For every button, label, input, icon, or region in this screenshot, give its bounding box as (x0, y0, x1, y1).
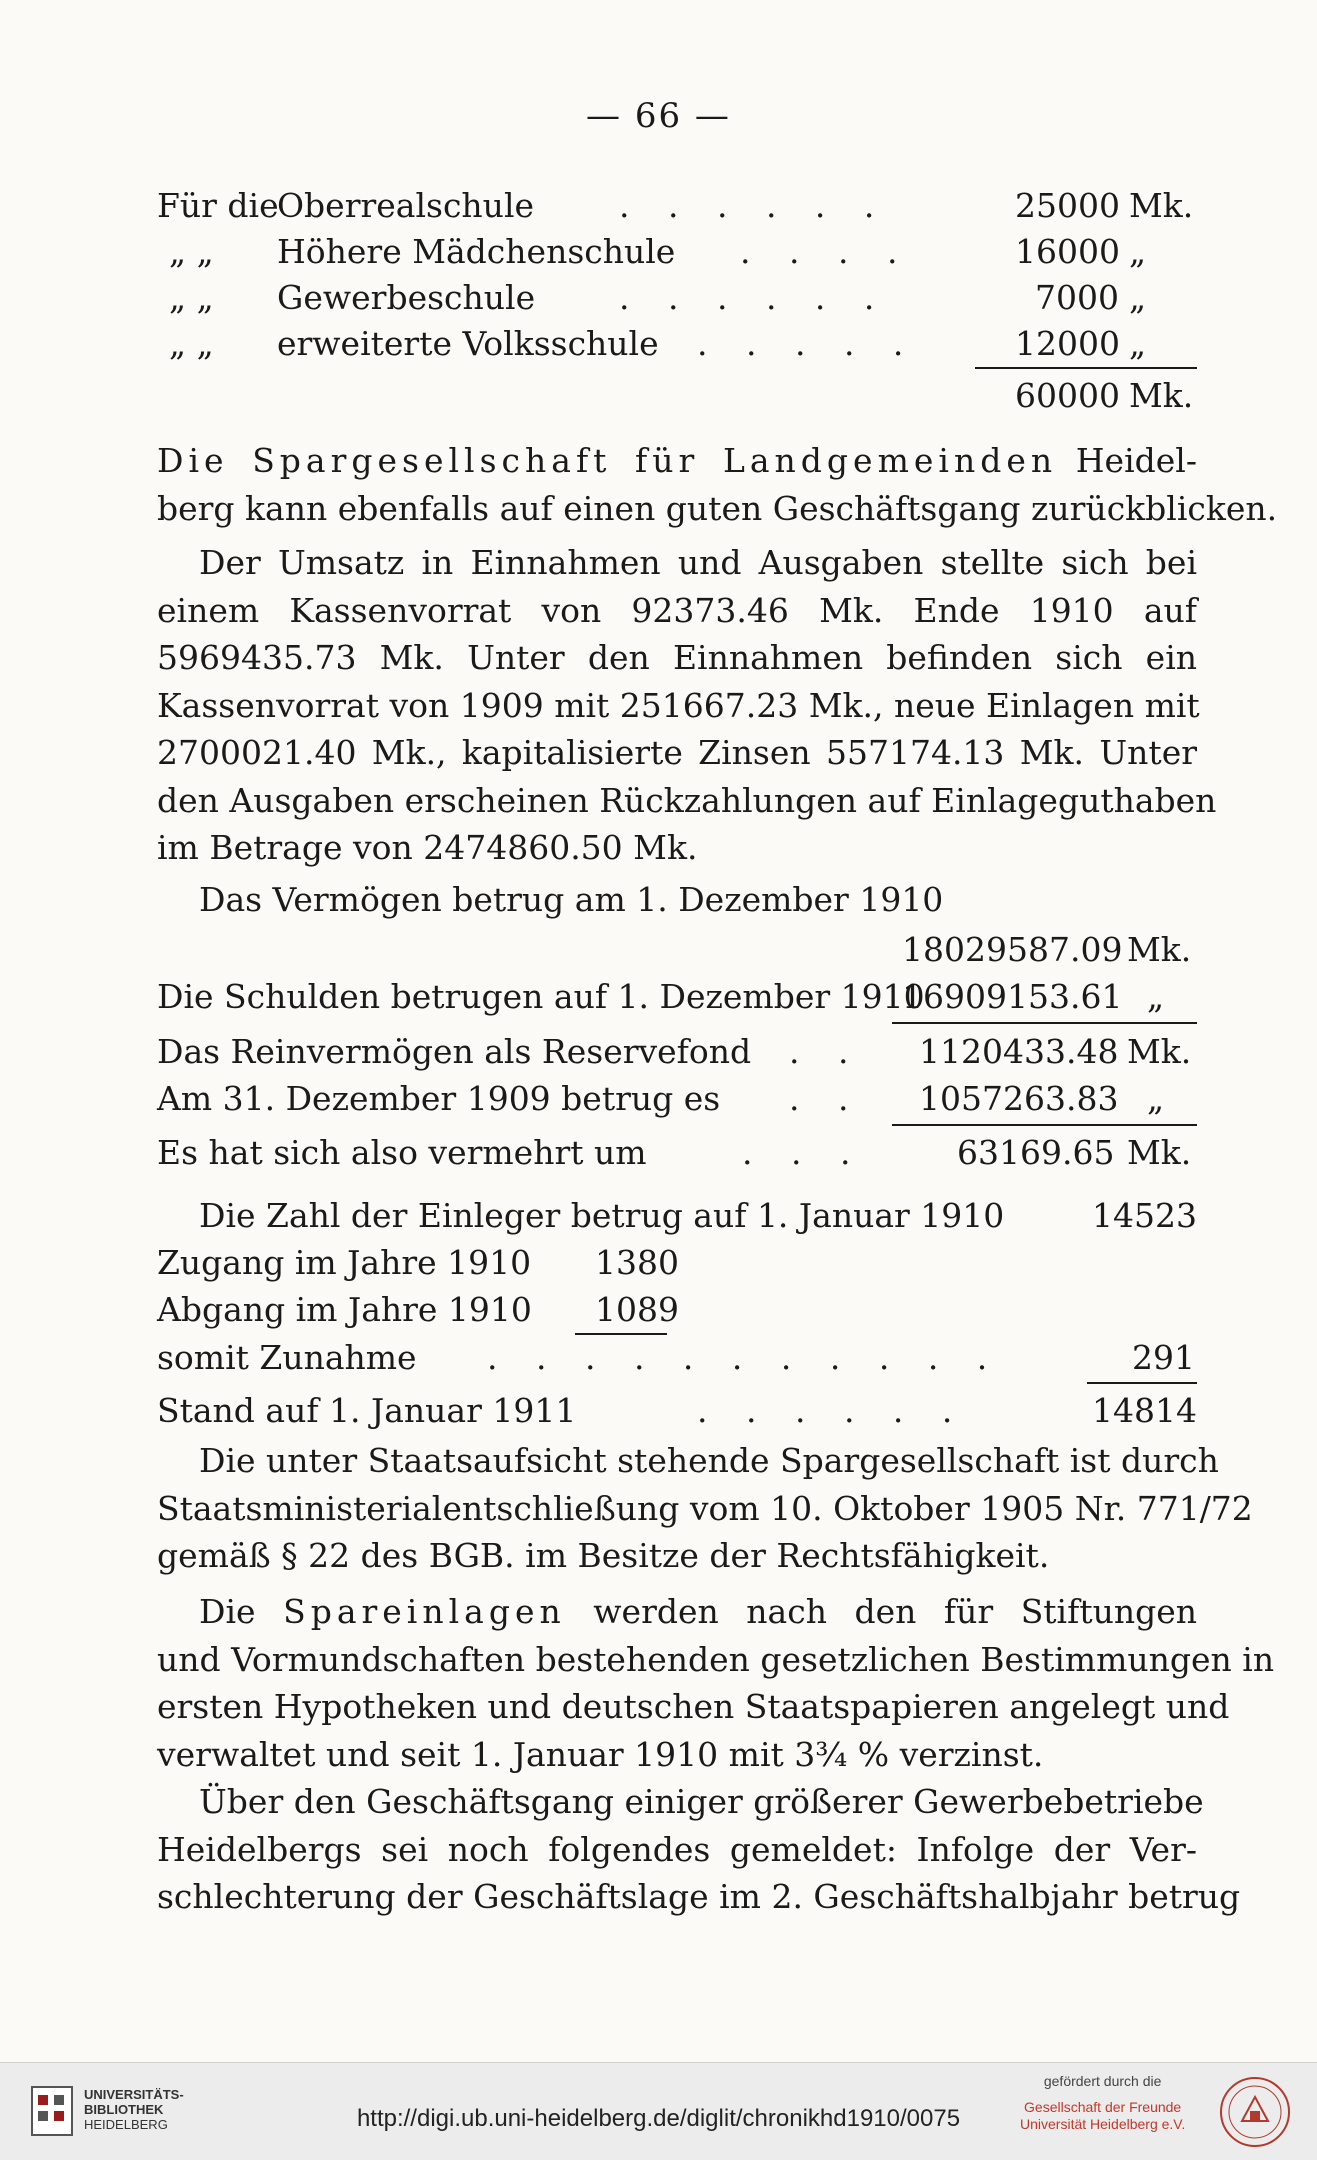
footer-bar (0, 2062, 1317, 2160)
paragraph-spareinlagen: Die Spareinlagen werden nach den für Stiftungen und Vormundschaften bestehenden gesetzlichen Bestimmungen in ersten Hypotheken und deutschen Staatspapieren angelegt und verwaltet und seit 1. Januar 1910 mit 3¾ % verzinst. (157, 1592, 1275, 1774)
school-row: „ „ erweiterte Volksschule . . . . . 12000 „ (169, 324, 1147, 363)
paragraph-staatsaufsicht: Die unter Staatsaufsicht stehende Spargesellschaft ist durch Staatsministerialentschließung vom 10. Oktober 1905 Nr. 771/72 gemäß § 22 des BGB. im Besitze der Rechtsfähigkeit. (157, 1441, 1253, 1575)
university-seal-icon (1218, 2075, 1292, 2149)
school-row: „ „ Höhere Mädchenschule . . . . 16000 „ (169, 232, 1147, 271)
sum-rule (1087, 1382, 1197, 1384)
sum-rule (892, 1022, 1197, 1024)
paragraph-spargesellschaft: Die Spargesellschaft für Landgemeinden Heidel- berg kann ebenfalls auf einen guten Geschäftsgang zurückblicken. (157, 441, 1278, 528)
school-row: „ „ Gewerbeschule . . . . . . 7000 „ (169, 278, 1147, 317)
paragraph-umsatz: Der Umsatz in Einnahmen und Ausgaben stellte sich bei einem Kassenvorrat von 92373.46 Mk. Ende 1910 auf 5969435.73 Mk. Unter den Einnahmen befinden sich ein Kassenvorrat von 1909 mit 251667.23 Mk., neue Einlagen mit 2700021.40 Mk., kapitalisierte Zinsen 557174.13 Mk. Unter den Ausgaben erscheinen Rückzahlungen auf Einlageguthaben im Betrage von 2474860.50 Mk. (157, 543, 1217, 867)
paragraph-geschaeftsgang: Über den Geschäftsgang einiger größerer Gewerbebetriebe Heidelbergs sei noch folgendes gemeldet: Infolge der Ver- schlechterung der Geschäftslage im 2. Geschäftshalbjahr betrug (157, 1782, 1241, 1916)
sum-rule (892, 1124, 1197, 1126)
sponsor-block: gefördert durch die Gesellschaft der Freunde Universität Heidelberg e.V. (1020, 2073, 1186, 2132)
document-page: — 66 — Für die Oberrealschule . . . . . . 25000 Mk. „ „ Höhere Mädchenschule . . . . 16000 „ „ „ Gewerbeschule . . . . . . 7000 „ „ „ erweiterte Volksschule . . . . . 12000 „ 60000 Mk. Die Spargesellschaft für Landgemeinden Heidel- berg kann ebenfalls auf einen guten Geschäftsgang zurückblicken. Der Umsatz in Einnahmen und Ausgaben stellte sich bei einem Kassenvorrat von 92373.46 Mk. Ende 1910 auf 5969435.73 Mk. Unter den Einnahmen befinden sich ein Kassenvorrat von 1909 mit 251667.23 Mk., neue Einlagen mit 2700021.40 Mk., kapitalisierte Zinsen 557174.13 Mk. Unter den Ausgaben erscheinen Rückzahlungen auf Einlageguthaben im Betrage von 2474860.50 Mk. Das Vermögen betrug am 1. Dezember 1910 18029587.09 Mk. Die Schulden betrugen auf 1. Dezember 1910 16909153.61 „ Das Reinvermögen als Reservefond . . 1120433.48 Mk. Am 31. Dezember 1909 betrug es . . 1057263.83 „ Es hat sich also vermehrt um . . . 63169.65 Mk. Die Zahl der Einleger betrug auf 1. Januar 1910 14523 Zugang im Jahre 1910 1380 Abgang im Jahre 1910 1089 somit Zunahme . . . . . . . . . . . 291 Stand auf 1. Januar 1911 . . . . . . 14814 Die unter Staatsaufsicht stehende Spargesellschaft ist durch Staatsministerialentschließung vom 10. Oktober 1905 Nr. 771/72 gemäß § 22 des BGB. im Besitze der Rechtsfähigkeit. Die Spareinlagen werden nach den für Stiftungen und Vormundschaften bestehenden gesetzlichen Bestimmungen in ersten Hypotheken und deutschen Staatspapieren angelegt und verwaltet und seit 1. Januar 1910 mit 3¾ % verzinst. Über den Geschäftsgang einiger größerer Gewerbebetriebe Heidelbergs sei noch folgendes gemeldet: Infolge der Ver- schlechterung der Geschäftslage im 2. Geschäftshalbjahr betrug (0, 0, 1317, 2062)
page-number: — 66 — (586, 96, 731, 136)
school-row: Für die Oberrealschule . . . . . . 25000 Mk. (157, 186, 1194, 225)
school-total-row: 60000 Mk. (1015, 376, 1194, 415)
sum-rule (975, 367, 1197, 369)
source-url-link[interactable]: http://digi.ub.uni-heidelberg.de/diglit/chronikhd1910/0075 (356, 2105, 961, 2132)
library-name: UNIVERSITÄTS- BIBLIOTHEK HEIDELBERG (84, 2087, 184, 2132)
